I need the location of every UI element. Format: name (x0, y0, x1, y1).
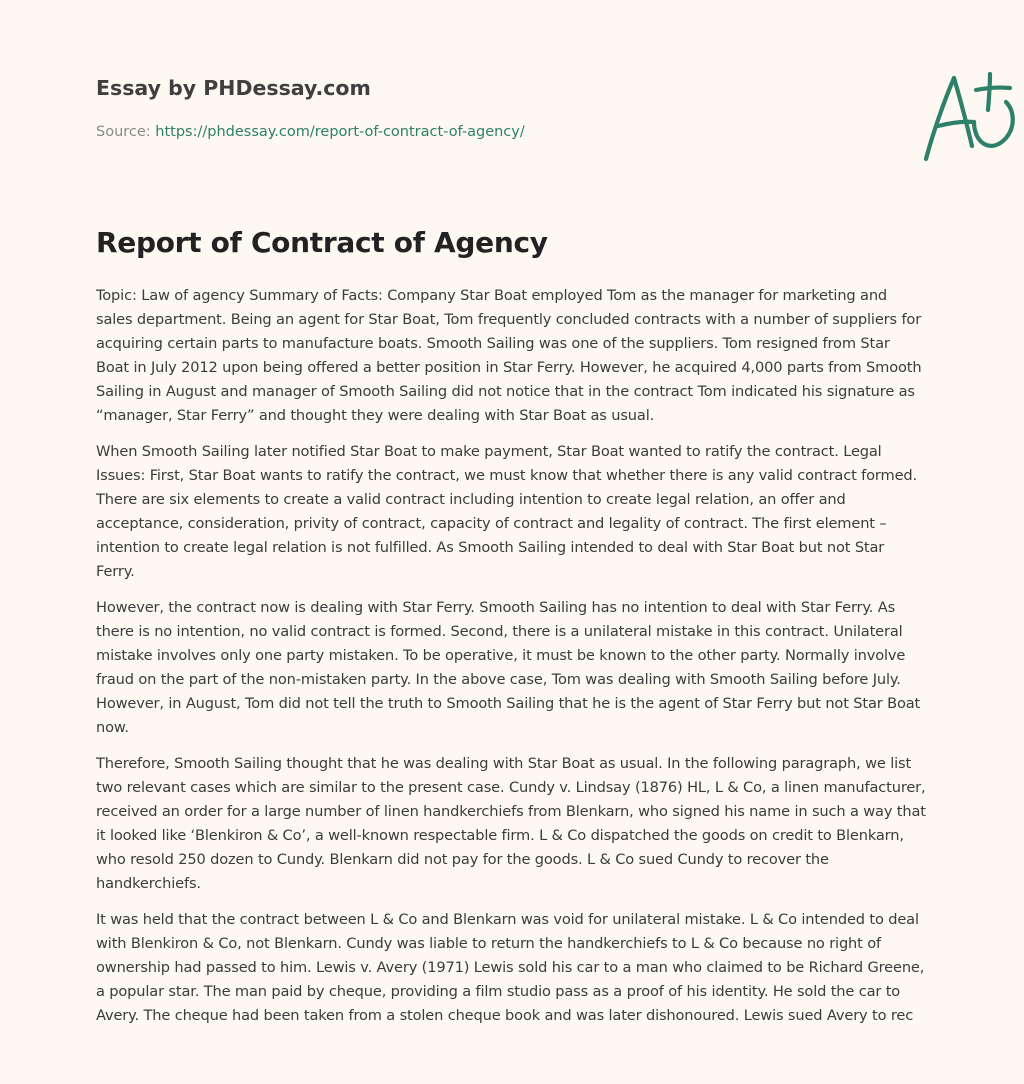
paragraph: Topic: Law of agency Summary of Facts: Company Star Boat employed Tom as the manager for marketing and sales department. Being an agent for Star Boat, Tom frequently concluded contracts with a number of suppliers for acquiring certain parts to manufacture boats. Smooth Sailing was one of the suppliers. Tom resigned from Star Boat in July 2012 upon being offered a better position in Star Ferry. However, he acquired 4,000 parts from Smooth Sailing in August and manager of Smooth Sailing did not notice that in the contract Tom indicated his signature as “manager, Star Ferry” and thought they were dealing with Star Boat as usual. (96, 287, 922, 424)
site-title: Essay by PHDessay.com (96, 76, 371, 100)
document-body (96, 284, 926, 1040)
paragraph: However, the contract now is dealing with Star Ferry. Smooth Sailing has no intention to deal with Star Ferry. As there is no intention, no valid contract is formed. Second, there is a unilateral mistake in this contract. Unilateral mistake involves only one party mistaken. To be operative, it must be known to the other party. Normally involve fraud on the part of the non-mistaken party. In the above case, Tom was dealing with Smooth Sailing before July. However, in August, Tom did not tell the truth to Smooth Sailing that he is the agent of Star Ferry but not Star Boat now. (96, 599, 921, 736)
paragraph: Therefore, Smooth Sailing thought that he was dealing with Star Boat as usual. In the following paragraph, we list two relevant cases which are similar to the present case. Cundy v. Lindsay (1876) HL, L & Co, a linen manufacturer, received an order for a large number of linen handkerchiefs from Blenkarn, who signed his name in such a way that it looked like ‘Blenkiron & Co’, a well-known respectable firm. L & Co dispatched the goods on credit to Blenkarn, who resold 250 dozen to Cundy. Blenkarn did not pay for the goods. L & Co sued Cundy to recover the handkerchiefs. (96, 755, 926, 892)
source-link[interactable]: https://phdessay.com/report-of-contract-of-agency/ (155, 124, 525, 140)
paragraph: When Smooth Sailing later notified Star Boat to make payment, Star Boat wanted to ratify the contract. Legal Issues: First, Star Boat wants to ratify the contract, we must know that whether there is any valid contract formed. There are six elements to create a valid contract including intention to create legal relation, an offer and acceptance, consideration, privity of contract, capacity of contract and legality of contract. The first element – intention to create legal relation is not fulfilled. As Smooth Sailing intended to deal with Star Boat but not Star Ferry. (96, 443, 918, 580)
paragraph: It was held that the contract between L & Co and Blenkarn was void for unilateral mistake. L & Co intended to deal with Blenkiron & Co, not Blenkarn. Cundy was liable to return the handkerchiefs to L & Co because no right of ownership had passed to him. Lewis v. Avery (1971) Lewis sold his car to a man who claimed to be Richard Greene, a popular star. The man paid by cheque, providing a film studio pass as a proof of his identity. He sold the car to Avery. The cheque had been taken from a stolen cheque book and was later dishonoured. Lewis sued Avery to rec (96, 911, 925, 1024)
source-line (96, 124, 525, 140)
source-label: Source: (96, 124, 156, 140)
document-title: Report of Contract of Agency (96, 226, 548, 259)
a-plus-logo-icon (914, 66, 1024, 166)
